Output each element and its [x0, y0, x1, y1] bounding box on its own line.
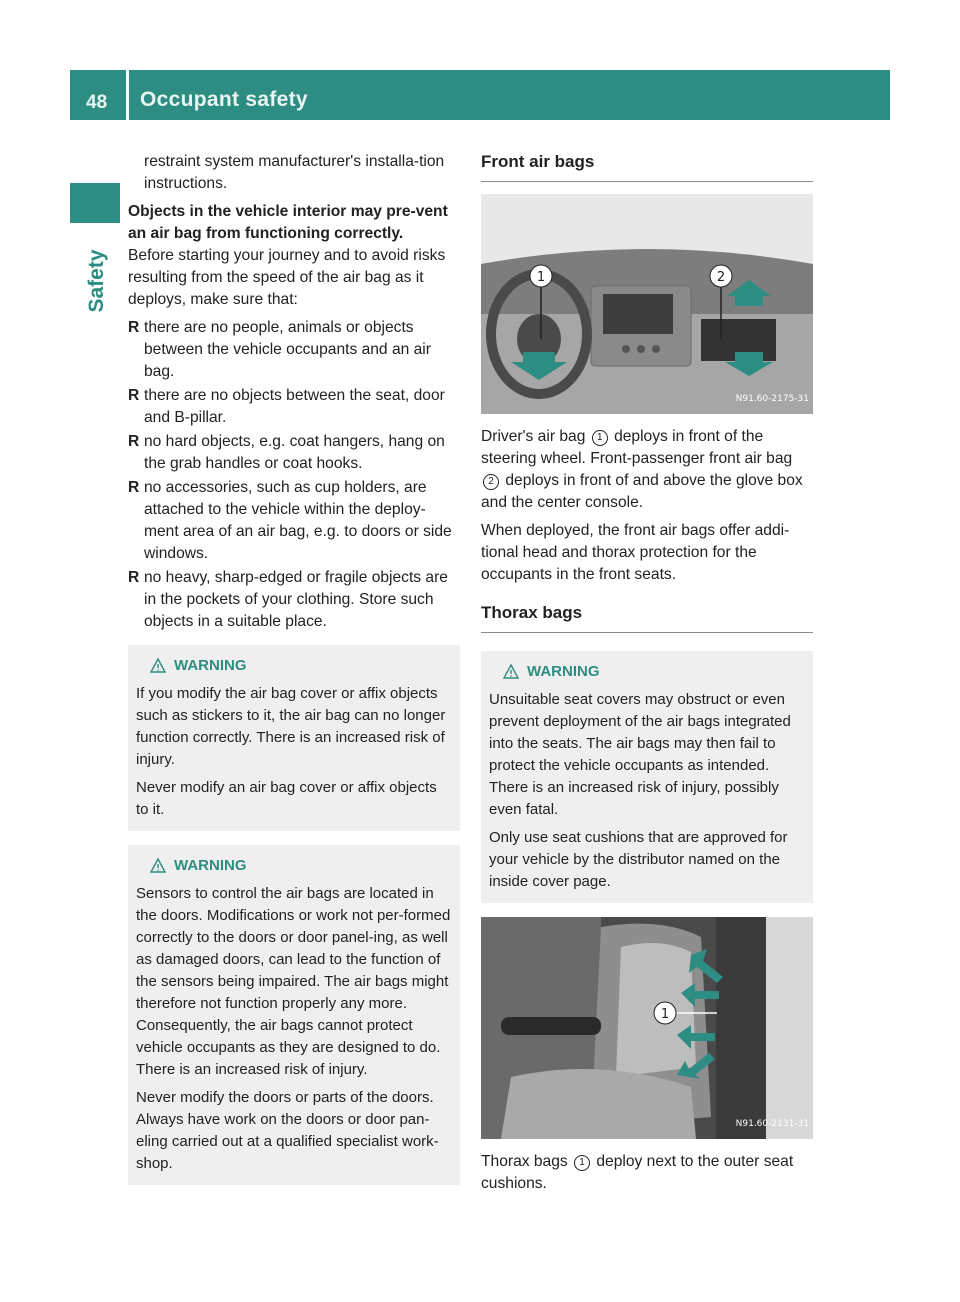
bullet-icon: R — [128, 569, 140, 586]
warning-text: If you modify the air bag cover or affix objects such as stickers to it, the air bag can no longer function correctly. There is an increased risk of injury. — [136, 685, 446, 768]
intro-text: restraint system manufacturer's installa-tion instructions. — [144, 153, 445, 192]
list-item: R there are no objects between the seat, door and B-pillar. — [128, 387, 445, 426]
warning-box-seat-covers — [481, 651, 813, 903]
bullet-icon: R — [128, 319, 140, 336]
seat-illustration — [481, 917, 813, 1139]
callout-2: 2 — [716, 270, 726, 285]
figure-code: N91.60-2131-31 — [735, 1119, 809, 1129]
right-column — [481, 151, 813, 1201]
front-airbag-figure — [481, 194, 813, 414]
warning-triangle-icon — [150, 858, 166, 874]
header-separator — [126, 70, 129, 120]
section-title-thorax-bags: Thorax bags — [481, 602, 813, 633]
thorax-airbag-figure — [481, 917, 813, 1139]
callout-ref-1: 1 — [592, 430, 608, 446]
warning-title: WARNING — [174, 857, 247, 874]
warning-text: Sensors to control the air bags are located in the doors. Modifications or work not per-formed correctly to the doors or door panel-ing, as well as damaged doors, can lead to the function of the sensors being impaired. The air bags might therefore not function properly any more. Consequently, the air bags cannot protect vehicle occupants as they are designed to do. There is an increased risk of injury. — [136, 885, 451, 1078]
list-item: R there are no people, animals or objects between the vehicle occupants and an air bag. — [128, 319, 431, 380]
warning-box-door-sensors — [128, 845, 460, 1185]
callout-1: 1 — [536, 270, 546, 285]
bullet-icon: R — [128, 387, 140, 404]
warning-text: Unsuitable seat covers may obstruct or even prevent deployment of the air bags integrated into the seats. The air bags may then fail to protect the vehicle occupants as intended. There is an increased risk of injury, possibly even fatal. — [489, 691, 791, 818]
left-column — [128, 151, 460, 1199]
warning-triangle-icon — [150, 658, 166, 674]
list-item: R no accessories, such as cup holders, are attached to the vehicle within the deploy-ment area of an air bag, e.g. to doors or side windows. — [128, 479, 452, 562]
thorax-bags-description: Thorax bags 1 deploy next to the outer seat cushions. — [481, 1153, 794, 1192]
objects-heading: Objects in the vehicle interior may pre-vent an air bag from functioning correctly. — [128, 203, 448, 242]
bullet-icon: R — [128, 479, 140, 496]
front-airbag-description: Driver's air bag 1 deploys in front of the steering wheel. Front-passenger front air bag 2 deploys in front of and above the glove box and the center console. — [481, 428, 803, 511]
warning-text: Never modify an air bag cover or affix objects to it. — [136, 779, 437, 818]
page-number: 48 — [86, 92, 108, 113]
callout-1: 1 — [660, 1007, 670, 1022]
list-item: R no hard objects, e.g. coat hangers, hang on the grab handles or coat hooks. — [128, 433, 445, 472]
warning-title: WARNING — [527, 663, 600, 680]
figure-code: N91.60-2175-31 — [735, 394, 809, 404]
chapter-title: Occupant safety — [140, 88, 308, 111]
side-tab-block — [70, 183, 120, 223]
side-tab — [82, 236, 112, 326]
callout-ref-1: 1 — [574, 1155, 590, 1171]
bullet-icon: R — [128, 433, 140, 450]
list-item: R no heavy, sharp-edged or fragile objects are in the pockets of your clothing. Store such objects in a suitable place. — [128, 569, 448, 630]
warning-triangle-icon — [503, 664, 519, 680]
warning-text: Never modify the doors or parts of the doors. Always have work on the doors or door pan-eling carried out at a qualified specialist work-shop. — [136, 1089, 439, 1172]
warning-title: WARNING — [174, 657, 247, 674]
section-title-front-air-bags: Front air bags — [481, 151, 813, 182]
front-airbag-protection: When deployed, the front air bags offer addi-tional head and thorax protection for the occupants in the front seats. — [481, 522, 790, 583]
side-tab-label: Safety — [85, 249, 108, 313]
callout-ref-2: 2 — [483, 474, 499, 490]
objects-text: Before starting your journey and to avoid risks resulting from the speed of the air bag as it deploys, make sure that: — [128, 247, 446, 308]
objects-list — [128, 317, 460, 633]
dashboard-illustration — [481, 194, 813, 414]
warning-box-airbag-cover — [128, 645, 460, 831]
warning-text: Only use seat cushions that are approved for your vehicle by the distributor named on the inside cover page. — [489, 829, 788, 890]
